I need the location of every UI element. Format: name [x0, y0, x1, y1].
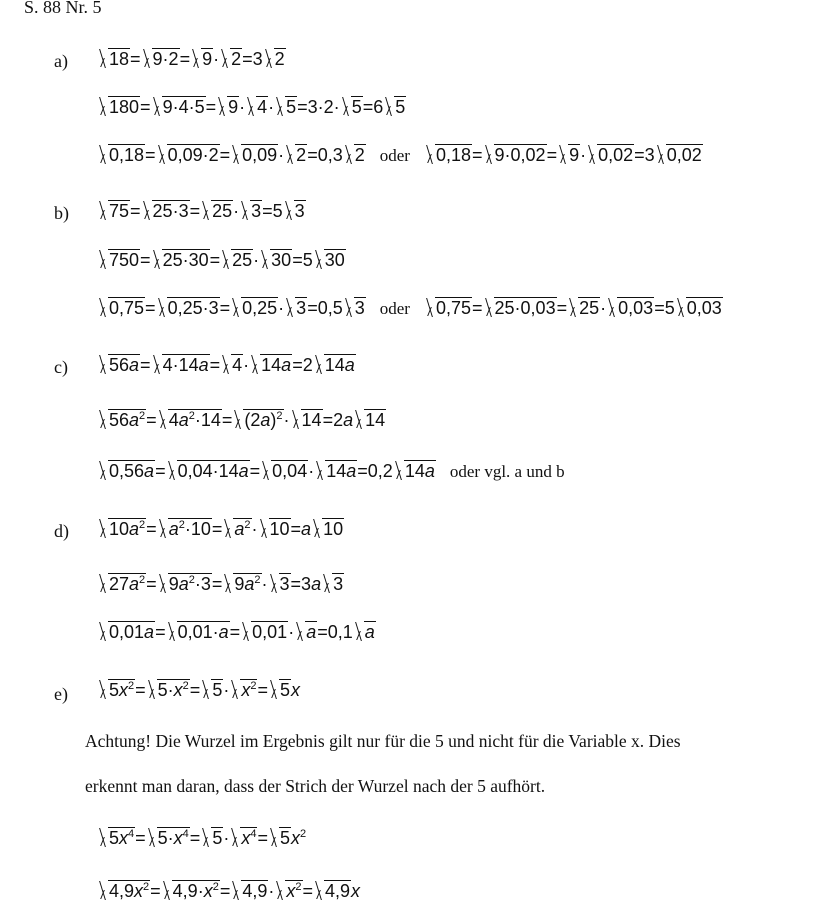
equation-c3: 0,56a= 0,04·14a= 0,04· 14a=0,2 14a oder vgl. a und b [97, 460, 579, 483]
equation-e2: $5x^4=$ $5\cdot x^4=$ 5· $x^4=$ $5x^2$ [97, 827, 306, 850]
equation-b2: 750= 25·30= 25· 30=5 30 [97, 249, 346, 272]
label-e: e) [54, 684, 68, 704]
note-line-2: erkennt man daran, dass der Strich der Wurzel nach der 5 aufhört. [85, 776, 546, 796]
connector-oder: oder [379, 299, 410, 318]
label-d: d) [54, 521, 69, 541]
equation-d1: $10a^2=$ $a^2\cdot 10=$ $a^2\cdot$ 10=a 10 [97, 518, 344, 541]
label-b: b) [54, 203, 69, 223]
label-a: a) [54, 51, 68, 71]
equation-a2: 180= 9·4·5= 9· 4· 5=3·2· 5=6 5 [97, 96, 406, 119]
equation-b1: 75= 25·3= 25· 3=5 3 [97, 200, 306, 223]
exercise-heading: S. 88 Nr. 5 [24, 0, 102, 17]
equation-c2: $56a^2=$ $4a^2\cdot 14=$ $(2a)^2\cdot$ 14=2a 14 [97, 409, 386, 432]
connector-oder: oder [379, 146, 410, 165]
connector-vgl: oder vgl. a und b [449, 462, 565, 481]
equation-a1: 18= 9·2= 9· 2=3 2 [97, 48, 286, 71]
equation-a3: 0,18= 0,09·2= 0,09· 2=0,3 2 oder 0,18= 9·0,02= 9· 0,02=3 0,02 [97, 144, 703, 167]
note-line-1: Achtung! Die Wurzel im Ergebnis gilt nur für die 5 und nicht für die Variable x. Dies [85, 731, 681, 751]
equation-b3: 0,75= 0,25·3= 0,25· 3=0,5 3 oder 0,75= 25·0,03= 25· 0,03=5 0,03 [97, 297, 723, 320]
equation-d3: 0,01a= 0,01·a= 0,01· a=0,1 a [97, 621, 376, 644]
equation-d2: $27a^2=$ $9a^2\cdot 3=$ $9a^2\cdot$ 3=3a 3 [97, 573, 344, 596]
equation-c1: 56a= 4·14a= 4· 14a=2 14a [97, 354, 356, 377]
equation-e3: $4,9x^2=$ $4,9\cdot x^2=$ 4,9· $x^2=$ 4,9x [97, 880, 360, 903]
equation-e1: $5x^2=$ $5\cdot x^2=$ 5· $x^2=$ 5x [97, 679, 300, 702]
label-c: c) [54, 357, 68, 377]
